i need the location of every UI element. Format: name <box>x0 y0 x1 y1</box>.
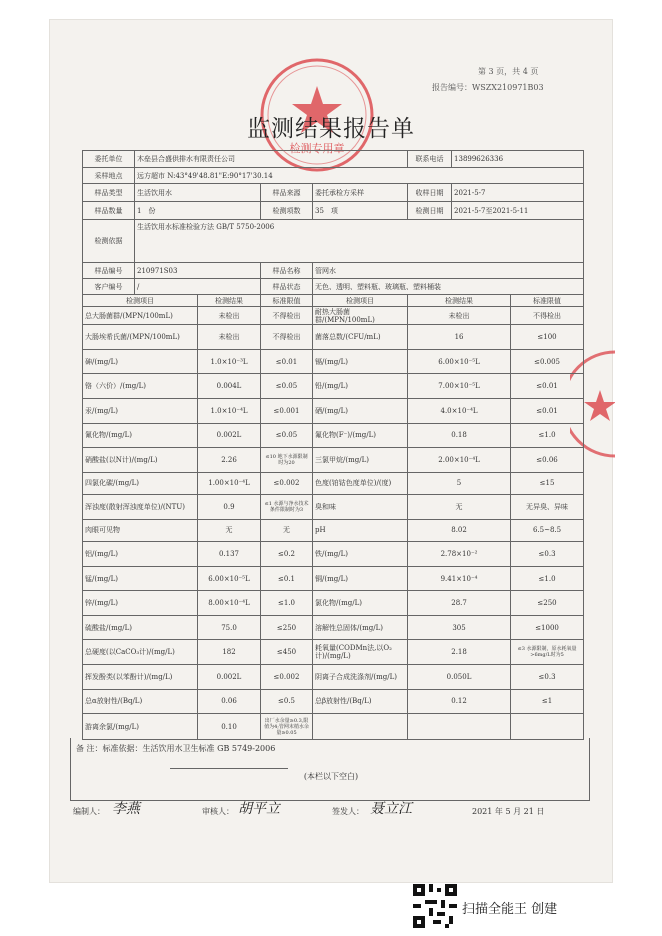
limit: ≤1 <box>511 689 584 714</box>
table-row <box>83 495 584 520</box>
item-name: 铁/(mg/L) <box>313 542 408 567</box>
limit: ≤0.2 <box>261 542 313 567</box>
limit: 无 <box>261 519 313 541</box>
result: 2.78×10⁻² <box>408 542 511 567</box>
limit: ≤0.01 <box>511 398 584 423</box>
limit: ≤1 水源与净水技术条件限制时为3 <box>261 495 313 520</box>
result: 无 <box>198 519 261 541</box>
limit <box>511 714 584 740</box>
result: 9.41×10⁻⁴ <box>408 566 511 591</box>
report-title: 监测结果报告单 <box>247 116 415 142</box>
item-name: 臭和味 <box>313 495 408 520</box>
result: 182 <box>198 640 261 665</box>
result: 8.00×10⁻⁴L <box>198 591 261 616</box>
page-indicator: 第 3 页，共 4 页 <box>478 67 539 76</box>
item-name: 色度(铂钴色度单位)/(度) <box>313 472 408 494</box>
result: 0.18 <box>408 423 511 448</box>
result: 无 <box>408 495 511 520</box>
table-row <box>83 374 584 399</box>
sample-quantity: 1 份 <box>135 202 261 220</box>
item-name: 总α放射性/(Bq/L) <box>83 689 198 714</box>
result: 1.00×10⁻⁴L <box>198 472 261 494</box>
result: 0.002L <box>198 423 261 448</box>
table-row <box>83 325 584 350</box>
result: 2.00×10⁻⁴L <box>408 448 511 473</box>
result: 1.0×10⁻³L <box>198 349 261 374</box>
sign-date: 2021 年 5 月 21 日 <box>472 807 545 816</box>
table-row <box>83 519 584 541</box>
result: 28.7 <box>408 591 511 616</box>
item-name <box>313 714 408 740</box>
reviewed-label: 审核人： <box>202 807 234 816</box>
item-name: 砷/(mg/L) <box>83 349 198 374</box>
result: 未检出 <box>198 325 261 350</box>
prepared-signature: 李燕 <box>112 801 140 817</box>
limit: 出厂水余量≥0.3,限值为4;管网末梢水余量≥0.05 <box>261 714 313 740</box>
result: 16 <box>408 325 511 350</box>
item-name: 总β放射性/(Bq/L) <box>313 689 408 714</box>
limit: 不得检出 <box>511 307 584 325</box>
limit: ≤0.05 <box>261 423 313 448</box>
item-name: 氯化物/(mg/L) <box>313 591 408 616</box>
result: 0.06 <box>198 689 261 714</box>
result: 4.0×10⁻⁴L <box>408 398 511 423</box>
receive-date: 2021-5-7 <box>452 184 584 202</box>
blank-below-note: (本栏以下空白) <box>303 772 359 781</box>
items-count: 35 项 <box>313 202 408 220</box>
result: 6.00×10⁻⁵L <box>408 349 511 374</box>
result: 305 <box>408 615 511 640</box>
result: 未检出 <box>408 307 511 325</box>
table-row <box>83 714 584 740</box>
table-row <box>83 665 584 690</box>
item-name: 汞/(mg/L) <box>83 398 198 423</box>
limit: ≤0.01 <box>511 374 584 399</box>
limit: ≤0.002 <box>261 472 313 494</box>
result: 0.9 <box>198 495 261 520</box>
limit: ≤0.06 <box>511 448 584 473</box>
limit: ≤15 <box>511 472 584 494</box>
limit: ≤3 水源限制，原水耗氧量>6mg/L时为5 <box>511 640 584 665</box>
seal-label: 检测专用章 <box>289 142 345 155</box>
reviewed-signature: 胡平立 <box>238 801 280 817</box>
limit: ≤0.3 <box>511 542 584 567</box>
item-name: 锌/(mg/L) <box>83 591 198 616</box>
limit: ≤0.5 <box>261 689 313 714</box>
phone: 13899626336 <box>452 151 584 168</box>
table-row <box>83 472 584 494</box>
item-name: 总大肠菌群/(MPN/100mL) <box>83 307 198 325</box>
item-name: 硒/(mg/L) <box>313 398 408 423</box>
table-row <box>83 542 584 567</box>
item-name: 浑浊度(散射浑浊度单位)/(NTU) <box>83 495 198 520</box>
item-name: 大肠埃希氏菌/(MPN/100mL) <box>83 325 198 350</box>
item-name: 挥发酚类(以苯酚计)/(mg/L) <box>83 665 198 690</box>
result: 1.0×10⁻⁴L <box>198 398 261 423</box>
note: 备 注：标准依据：生活饮用水卫生标准 GB 5749-2006 <box>76 744 276 753</box>
item-name: 三氯甲烷/(mg/L) <box>313 448 408 473</box>
limit: 不得检出 <box>261 325 313 350</box>
result: 0.002L <box>198 665 261 690</box>
result <box>408 714 511 740</box>
result: 0.050L <box>408 665 511 690</box>
limit: ≤0.01 <box>261 349 313 374</box>
result: 7.00×10⁻⁵L <box>408 374 511 399</box>
limit: 无异臭、异味 <box>511 495 584 520</box>
limit: ≤1.0 <box>511 566 584 591</box>
approved-signature: 聂立江 <box>370 801 412 817</box>
results-header: 检测项目 检测结果 标准限值 检测项目 检测结果 标准限值 <box>83 295 584 307</box>
limit: ≤100 <box>511 325 584 350</box>
result: 未检出 <box>198 307 261 325</box>
sample-type: 生活饮用水 <box>135 184 261 202</box>
result: 0.004L <box>198 374 261 399</box>
sample-state: 无色、透明、塑料瓶、玻璃瓶、塑料桶装 <box>313 279 584 295</box>
table-row <box>83 448 584 473</box>
limit: ≤250 <box>261 615 313 640</box>
table-row <box>83 640 584 665</box>
result: 6.00×10⁻⁵L <box>198 566 261 591</box>
test-date: 2021-5-7至2021-5-11 <box>452 202 584 220</box>
limit: 不得检出 <box>261 307 313 325</box>
app-credit: 扫描全能王 创建 <box>462 902 558 917</box>
result: 0.137 <box>198 542 261 567</box>
item-name: 四氯化碳/(mg/L) <box>83 472 198 494</box>
item-name: 菌落总数/(CFU/mL) <box>313 325 408 350</box>
limit: ≤250 <box>511 591 584 616</box>
divider <box>170 768 288 769</box>
item-name: 氰化物/(mg/L) <box>83 423 198 448</box>
item-name: 肉眼可见物 <box>83 519 198 541</box>
qr-code-icon <box>413 884 457 928</box>
item-name: 耐热大肠菌群/(MPN/100mL) <box>313 307 408 325</box>
prepared-label: 编制人： <box>73 807 105 816</box>
limit: ≤0.005 <box>511 349 584 374</box>
approved-label: 签发人： <box>332 807 364 816</box>
item-name: 溶解性总固体/(mg/L) <box>313 615 408 640</box>
report-number: 报告编号：WSZX210971B03 <box>432 83 544 92</box>
item-name: 镉/(mg/L) <box>313 349 408 374</box>
item-name: 铬（六价）/(mg/L) <box>83 374 198 399</box>
result: 0.10 <box>198 714 261 740</box>
table-row <box>83 566 584 591</box>
table-row <box>83 689 584 714</box>
limit: ≤0.1 <box>261 566 313 591</box>
item-name: 锰/(mg/L) <box>83 566 198 591</box>
customer-number: / <box>135 279 261 295</box>
table-row <box>83 423 584 448</box>
result: 75.0 <box>198 615 261 640</box>
item-name: 氟化物(F⁻)/(mg/L) <box>313 423 408 448</box>
limit: ≤0.05 <box>261 374 313 399</box>
result: 8.02 <box>408 519 511 541</box>
limit: 6.5~8.5 <box>511 519 584 541</box>
item-name: 总硬度(以CaCO₃计)/(mg/L) <box>83 640 198 665</box>
limit: ≤1000 <box>511 615 584 640</box>
item-name: pH <box>313 519 408 541</box>
item-name: 铝/(mg/L) <box>83 542 198 567</box>
sample-source: 委托承检方采样 <box>313 184 408 202</box>
sampling-site: 远方超市 N:43°49'48.81"E:90°17'30.14 <box>135 168 584 184</box>
sample-name: 管网水 <box>313 263 584 279</box>
item-name: 耗氧量(CODMn法,以O₂计)/(mg/L) <box>313 640 408 665</box>
item-name: 游离余氯/(mg/L) <box>83 714 198 740</box>
item-name: 硝酸盐(以N计)/(mg/L) <box>83 448 198 473</box>
result: 0.12 <box>408 689 511 714</box>
client-name: 木垒县合盛供排水有限责任公司 <box>135 151 408 168</box>
test-basis: 生活饮用水标准检验方法 GB/T 5750-2006 <box>135 220 584 263</box>
limit: ≤450 <box>261 640 313 665</box>
limit: ≤10 地下水源限制时为20 <box>261 448 313 473</box>
report-table: 委托单位 木垒县合盛供排水有限责任公司 联系电话 13899626336 采样地点 远方超市 N:43°49'48.81"E:90°17'30.14 样品类型 生活饮用水 样品来源 委托承检方采样 收样日期 2021-5-7 样品数量 1 份 检测项数 35 项 检测日期 2021-5-7至2021-5-11 检测依据 生活饮用水标准检验方法 GB/T 5750-2006 样品编号 210971S03 样品名称 管网水 客户编号 / 样品状态 无色、透明、塑料瓶、玻璃瓶、塑料桶装 检测项目 检测结果 标准限值 检测项目 检测结果 标准限值 总大肠菌群/(MPN/100mL) 未检出 不得检出 耐热大肠菌群/(MPN/100mL) 未检出 不得检出 大肠埃希氏菌/(MPN/100mL) 未检出 不得检出 菌落总数/(CFU/mL) 16 ≤100 砷/(mg/L) 1.0×10⁻³L ≤0.01 镉/(mg/L) 6.00×10⁻⁵L ≤0.005 铬（六价）/(mg/L) 0.004L ≤0.05 铅/(mg/L) 7.00×10⁻⁵L ≤0.01 汞/(mg/L) 1.0×10⁻⁴L ≤0.001 硒/(mg/L) 4.0×10⁻⁴L ≤0.01 氰化物/(mg/L) 0.002L ≤0.05 氟化物(F⁻)/(mg/L) 0.18 ≤1.0 硝酸盐(以N计)/(mg/L) 2.26 ≤10 地下水源限制时为20 三氯甲烷/(mg/L) 2.00×10⁻⁴L ≤0.06 四氯化碳/(mg/L) 1.00×10⁻⁴L ≤0.002 色度(铂钴色度单位)/(度) 5 ≤15 浑浊度(散射浑浊度单位)/(NTU) 0.9 ≤1 水源与净水技术条件限制时为3 臭和味 无 无异臭、异味 肉眼可见物 无 无 pH 8.02 6.5~8.5 铝/(mg/L) 0.137 ≤0.2 铁/(mg/L) 2.78×10⁻² ≤0.3 锰/(mg/L) 6.00×10⁻⁵L ≤0.1 铜/(mg/L) 9.41×10⁻⁴ ≤1.0 锌/(mg/L) 8.00×10⁻⁴L ≤1.0 氯化物/(mg/L) 28.7 ≤250 硫酸盐/(mg/L) 75.0 ≤250 溶解性总固体/(mg/L) 305 ≤1000 总硬度(以CaCO₃计)/(mg/L) 182 ≤450 耗氧量(CODMn法,以O₂计)/(mg/L) 2.18 ≤3 水源限制，原水耗氧量>6mg/L时为5 挥发酚类(以苯酚计)/(mg/L) 0.002L ≤0.002 阴离子合成洗涤剂/(mg/L) 0.050L ≤0.3 总α放射性/(Bq/L) 0.06 ≤0.5 总β放射性/(Bq/L) 0.12 ≤1 游离余氯/(mg/L) 0.10 出厂水余量≥0.3,限值为4;管网末梢水余量≥0.05 <box>82 150 584 740</box>
table-row <box>83 349 584 374</box>
table-row <box>83 591 584 616</box>
limit: ≤0.001 <box>261 398 313 423</box>
item-name: 铅/(mg/L) <box>313 374 408 399</box>
limit: ≤1.0 <box>511 423 584 448</box>
result: 5 <box>408 472 511 494</box>
item-name: 阴离子合成洗涤剂/(mg/L) <box>313 665 408 690</box>
result: 2.26 <box>198 448 261 473</box>
limit: ≤0.3 <box>511 665 584 690</box>
limit: ≤0.002 <box>261 665 313 690</box>
item-name: 硫酸盐/(mg/L) <box>83 615 198 640</box>
table-row <box>83 615 584 640</box>
result: 2.18 <box>408 640 511 665</box>
item-name: 铜/(mg/L) <box>313 566 408 591</box>
table-row <box>83 398 584 423</box>
sample-number: 210971S03 <box>135 263 261 279</box>
limit: ≤1.0 <box>261 591 313 616</box>
table-row <box>83 307 584 325</box>
